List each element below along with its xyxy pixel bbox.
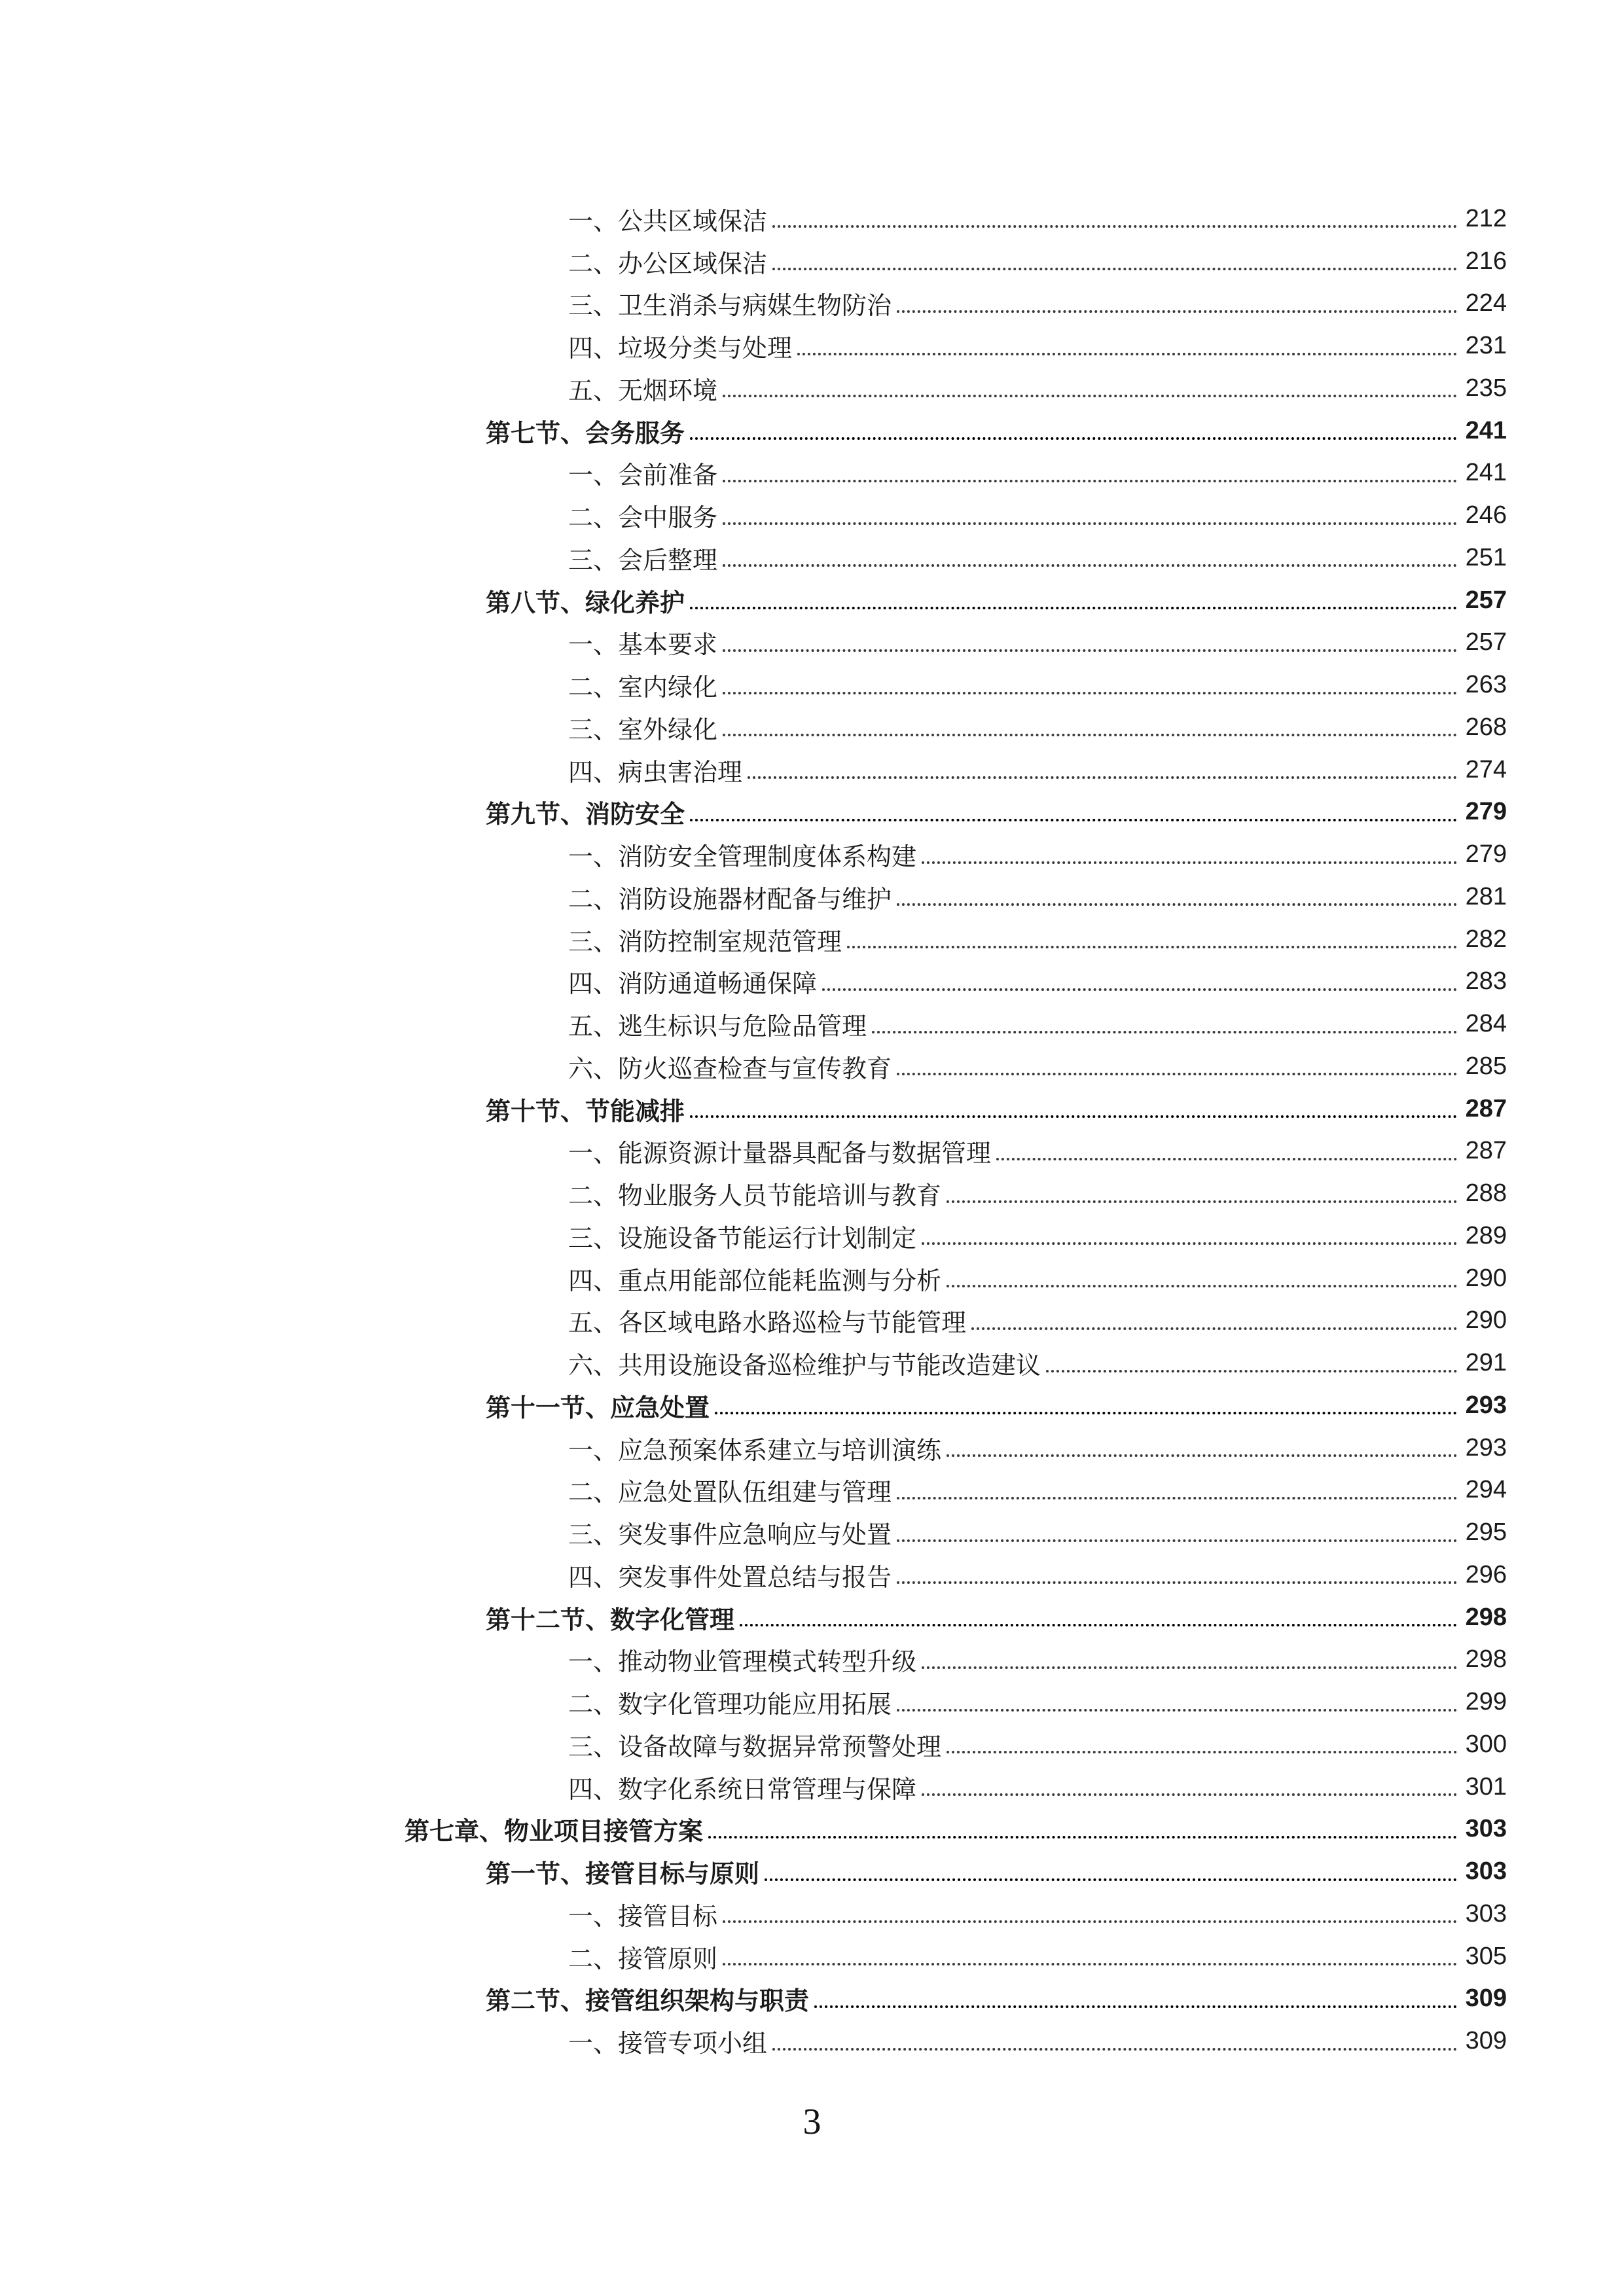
toc-subsection-entry[interactable] bbox=[0, 1554, 1507, 1596]
toc-entry-page-number: 246 bbox=[1465, 501, 1507, 529]
toc-entry-title: 第九节、消防安全 bbox=[486, 800, 685, 829]
dot-leader bbox=[715, 1412, 1457, 1414]
toc-entry-title: 三、设施设备节能运行计划制定 bbox=[568, 1223, 917, 1253]
toc-entry-title: 第十二节、数字化管理 bbox=[486, 1605, 735, 1634]
toc-section-entry[interactable] bbox=[0, 410, 1507, 452]
toc-entry-page-number: 288 bbox=[1465, 1179, 1507, 1208]
toc-subsection-entry[interactable] bbox=[0, 240, 1507, 283]
toc-subsection-entry[interactable] bbox=[0, 1639, 1507, 1681]
toc-entry-page-number: 291 bbox=[1465, 1349, 1507, 1377]
dot-leader bbox=[723, 734, 1457, 736]
toc-subsection-entry[interactable] bbox=[0, 876, 1507, 918]
toc-section-entry[interactable] bbox=[0, 579, 1507, 622]
toc-entry-title: 二、接管原则 bbox=[568, 1944, 718, 1973]
toc-entry-title: 三、会后整理 bbox=[568, 545, 718, 575]
toc-entry-title: 第十节、节能减排 bbox=[486, 1096, 685, 1126]
toc-subsection-entry[interactable] bbox=[0, 1766, 1507, 1808]
toc-entry-page-number: 241 bbox=[1465, 416, 1507, 444]
toc-subsection-entry[interactable] bbox=[0, 749, 1507, 791]
dot-leader bbox=[897, 1709, 1457, 1712]
toc-subsection-entry[interactable] bbox=[0, 1723, 1507, 1766]
toc-entry-page-number: 290 bbox=[1465, 1306, 1507, 1335]
toc-subsection-entry[interactable] bbox=[0, 1935, 1507, 1978]
dot-leader bbox=[723, 480, 1457, 482]
toc-subsection-entry[interactable] bbox=[0, 494, 1507, 537]
toc-entry-page-number: 309 bbox=[1465, 2027, 1507, 2055]
dot-leader bbox=[723, 522, 1457, 525]
toc-entry-title: 一、接管专项小组 bbox=[568, 2029, 768, 2058]
toc-entry-page-number: 257 bbox=[1465, 586, 1507, 614]
toc-subsection-entry[interactable] bbox=[0, 325, 1507, 367]
toc-entry-title: 五、各区域电路水路巡检与节能管理 bbox=[568, 1308, 967, 1338]
toc-entry-page-number: 257 bbox=[1465, 628, 1507, 656]
toc-subsection-entry[interactable] bbox=[0, 1257, 1507, 1300]
toc-entry-title: 第二节、接管组织架构与职责 bbox=[486, 1986, 810, 2016]
toc-entry-page-number: 294 bbox=[1465, 1476, 1507, 1504]
toc-entry-page-number: 279 bbox=[1465, 840, 1507, 869]
toc-entry-page-number: 290 bbox=[1465, 1264, 1507, 1292]
toc-subsection-entry[interactable] bbox=[0, 1045, 1507, 1088]
page-number: 3 bbox=[803, 2102, 821, 2142]
toc-entry-page-number: 303 bbox=[1465, 1815, 1507, 1843]
toc-section-entry[interactable] bbox=[0, 791, 1507, 834]
dot-leader bbox=[922, 861, 1457, 864]
dot-leader bbox=[748, 776, 1457, 779]
toc-subsection-entry[interactable] bbox=[0, 537, 1507, 579]
dot-leader bbox=[922, 1242, 1457, 1245]
toc-section-entry[interactable] bbox=[0, 1088, 1507, 1130]
toc-entry-title: 二、办公区域保洁 bbox=[568, 249, 768, 278]
toc-entry-page-number: 231 bbox=[1465, 332, 1507, 360]
dot-leader bbox=[947, 1285, 1457, 1287]
toc-entry-page-number: 274 bbox=[1465, 755, 1507, 783]
toc-entry-page-number: 268 bbox=[1465, 713, 1507, 741]
toc-subsection-entry[interactable] bbox=[0, 1427, 1507, 1469]
dot-leader bbox=[897, 1497, 1457, 1499]
toc-entry-page-number: 303 bbox=[1465, 1857, 1507, 1886]
toc-entry-page-number: 295 bbox=[1465, 1518, 1507, 1547]
toc-entry-title: 三、突发事件应急响应与处置 bbox=[568, 1520, 892, 1550]
toc-entry-title: 一、消防安全管理制度体系构建 bbox=[568, 842, 917, 872]
dot-leader bbox=[772, 225, 1457, 228]
toc-entry-title: 第七章、物业项目接管方案 bbox=[405, 1817, 704, 1846]
toc-entry-title: 三、室外绿化 bbox=[568, 715, 718, 744]
dot-leader bbox=[822, 988, 1457, 991]
toc-section-entry[interactable] bbox=[0, 1384, 1507, 1427]
dot-leader bbox=[897, 903, 1457, 906]
toc-subsection-entry[interactable] bbox=[0, 664, 1507, 706]
dot-leader bbox=[723, 692, 1457, 694]
toc-entry-title: 四、消防通道畅通保障 bbox=[568, 969, 818, 999]
dot-leader bbox=[690, 437, 1457, 440]
dot-leader bbox=[897, 1073, 1457, 1075]
toc-subsection-entry[interactable] bbox=[0, 1681, 1507, 1723]
dot-leader bbox=[872, 1031, 1457, 1033]
toc-subsection-entry[interactable] bbox=[0, 452, 1507, 495]
toc-entry-title: 一、应急预案体系建立与培训演练 bbox=[568, 1435, 942, 1465]
toc-entry-title: 五、无烟环境 bbox=[568, 376, 718, 405]
dot-leader bbox=[723, 649, 1457, 652]
toc-entry-title: 六、共用设施设备巡检维护与节能改造建议 bbox=[568, 1351, 1041, 1380]
toc-entry-page-number: 241 bbox=[1465, 459, 1507, 487]
toc-section-entry[interactable] bbox=[0, 1596, 1507, 1639]
dot-leader bbox=[708, 1836, 1457, 1839]
dot-leader bbox=[772, 2048, 1457, 2051]
toc-subsection-entry[interactable] bbox=[0, 1511, 1507, 1554]
toc-entry-page-number: 235 bbox=[1465, 374, 1507, 402]
toc-entry-title: 二、数字化管理功能应用拓展 bbox=[568, 1690, 892, 1719]
dot-leader bbox=[922, 1793, 1457, 1796]
dot-leader bbox=[740, 1624, 1457, 1626]
dot-leader bbox=[690, 1115, 1457, 1118]
toc-entry-page-number: 283 bbox=[1465, 967, 1507, 996]
toc-entry-title: 四、突发事件处置总结与报告 bbox=[568, 1562, 892, 1592]
toc-entry-page-number: 289 bbox=[1465, 1221, 1507, 1249]
dot-leader bbox=[897, 1581, 1457, 1584]
toc-entry-page-number: 299 bbox=[1465, 1688, 1507, 1716]
toc-subsection-entry[interactable] bbox=[0, 1893, 1507, 1935]
toc-subsection-entry[interactable] bbox=[0, 1003, 1507, 1045]
toc-entry-page-number: 282 bbox=[1465, 925, 1507, 953]
toc-entry-title: 二、物业服务人员节能培训与教育 bbox=[568, 1181, 942, 1211]
toc-section-entry[interactable] bbox=[0, 1978, 1507, 2020]
toc-entry-page-number: 298 bbox=[1465, 1603, 1507, 1631]
dot-leader bbox=[797, 353, 1457, 355]
toc-subsection-entry[interactable] bbox=[0, 1130, 1507, 1173]
dot-leader bbox=[765, 1878, 1457, 1881]
dot-leader bbox=[947, 1751, 1457, 1753]
toc-subsection-entry[interactable] bbox=[0, 918, 1507, 961]
toc-subsection-entry[interactable] bbox=[0, 961, 1507, 1003]
toc-entry-title: 四、垃圾分类与处理 bbox=[568, 334, 793, 363]
toc-subsection-entry[interactable] bbox=[0, 1172, 1507, 1215]
dot-leader bbox=[690, 819, 1457, 821]
toc-subsection-entry[interactable] bbox=[0, 1342, 1507, 1384]
toc-entry-title: 二、消防设施器材配备与维护 bbox=[568, 884, 892, 914]
toc-entry-page-number: 293 bbox=[1465, 1391, 1507, 1419]
table-of-contents bbox=[0, 198, 1624, 2062]
toc-chapter-entry[interactable] bbox=[0, 1808, 1507, 1851]
toc-subsection-entry[interactable] bbox=[0, 622, 1507, 664]
toc-subsection-entry[interactable] bbox=[0, 1469, 1507, 1512]
toc-entry-page-number: 305 bbox=[1465, 1942, 1507, 1970]
toc-entry-page-number: 303 bbox=[1465, 1899, 1507, 1928]
dot-leader bbox=[723, 1920, 1457, 1923]
toc-entry-page-number: 251 bbox=[1465, 543, 1507, 571]
toc-entry-page-number: 309 bbox=[1465, 1984, 1507, 2013]
toc-entry-title: 四、重点用能部位能耗监测与分析 bbox=[568, 1266, 942, 1295]
toc-entry-title: 一、公共区域保洁 bbox=[568, 206, 768, 236]
toc-entry-title: 三、设备故障与数据异常预警处理 bbox=[568, 1732, 942, 1761]
dot-leader bbox=[897, 1539, 1457, 1542]
toc-subsection-entry[interactable] bbox=[0, 706, 1507, 749]
toc-entry-title: 三、卫生消杀与病媒生物防治 bbox=[568, 291, 892, 321]
dot-leader bbox=[690, 607, 1457, 609]
toc-entry-page-number: 298 bbox=[1465, 1645, 1507, 1674]
toc-entry-page-number: 212 bbox=[1465, 204, 1507, 232]
toc-entry-title: 一、基本要求 bbox=[568, 630, 718, 660]
toc-entry-page-number: 279 bbox=[1465, 798, 1507, 826]
toc-entry-page-number: 224 bbox=[1465, 289, 1507, 317]
toc-subsection-entry[interactable] bbox=[0, 367, 1507, 410]
toc-subsection-entry[interactable] bbox=[0, 2020, 1507, 2062]
dot-leader bbox=[897, 310, 1457, 313]
toc-entry-title: 六、防火巡查检查与宣传教育 bbox=[568, 1054, 892, 1083]
toc-entry-title: 第一节、接管目标与原则 bbox=[486, 1859, 760, 1889]
toc-entry-title: 二、应急处置队伍组建与管理 bbox=[568, 1478, 892, 1507]
dot-leader bbox=[723, 564, 1457, 567]
toc-entry-title: 三、消防控制室规范管理 bbox=[568, 927, 842, 956]
toc-subsection-entry[interactable] bbox=[0, 283, 1507, 325]
toc-subsection-entry[interactable] bbox=[0, 1300, 1507, 1342]
toc-entry-page-number: 287 bbox=[1465, 1137, 1507, 1165]
dot-leader bbox=[1046, 1370, 1457, 1372]
dot-leader bbox=[971, 1327, 1457, 1330]
toc-entry-page-number: 281 bbox=[1465, 882, 1507, 910]
dot-leader bbox=[814, 2005, 1457, 2008]
toc-entry-title: 第七节、会务服务 bbox=[486, 418, 685, 448]
dot-leader bbox=[723, 1963, 1457, 1965]
dot-leader bbox=[772, 268, 1457, 270]
toc-entry-page-number: 300 bbox=[1465, 1730, 1507, 1758]
toc-entry-title: 一、能源资源计量器具配备与数据管理 bbox=[568, 1139, 992, 1168]
toc-entry-page-number: 296 bbox=[1465, 1560, 1507, 1588]
toc-entry-title: 第八节、绿化养护 bbox=[486, 588, 685, 617]
dot-leader bbox=[947, 1200, 1457, 1203]
dot-leader bbox=[847, 946, 1457, 948]
dot-leader bbox=[723, 395, 1457, 397]
toc-subsection-entry[interactable] bbox=[0, 198, 1507, 240]
toc-entry-title: 二、室内绿化 bbox=[568, 673, 718, 702]
toc-entry-page-number: 284 bbox=[1465, 1010, 1507, 1038]
toc-entry-page-number: 287 bbox=[1465, 1094, 1507, 1122]
toc-entry-title: 四、病虫害治理 bbox=[568, 757, 743, 787]
dot-leader bbox=[947, 1454, 1457, 1457]
toc-entry-title: 二、会中服务 bbox=[568, 503, 718, 533]
toc-entry-title: 四、数字化系统日常管理与保障 bbox=[568, 1774, 917, 1804]
toc-entry-title: 五、逃生标识与危险品管理 bbox=[568, 1012, 867, 1041]
toc-subsection-entry[interactable] bbox=[0, 833, 1507, 876]
toc-entry-page-number: 293 bbox=[1465, 1433, 1507, 1462]
dot-leader bbox=[922, 1666, 1457, 1669]
toc-entry-title: 一、推动物业管理模式转型升级 bbox=[568, 1647, 917, 1677]
toc-entry-page-number: 216 bbox=[1465, 247, 1507, 275]
toc-entry-page-number: 301 bbox=[1465, 1772, 1507, 1801]
toc-entry-page-number: 263 bbox=[1465, 671, 1507, 699]
toc-entry-title: 一、接管目标 bbox=[568, 1901, 718, 1931]
toc-entry-title: 一、会前准备 bbox=[568, 461, 718, 490]
dot-leader bbox=[996, 1158, 1457, 1160]
toc-section-entry[interactable] bbox=[0, 1850, 1507, 1893]
toc-subsection-entry[interactable] bbox=[0, 1215, 1507, 1257]
toc-entry-page-number: 285 bbox=[1465, 1052, 1507, 1080]
toc-entry-title: 第十一节、应急处置 bbox=[486, 1393, 710, 1422]
